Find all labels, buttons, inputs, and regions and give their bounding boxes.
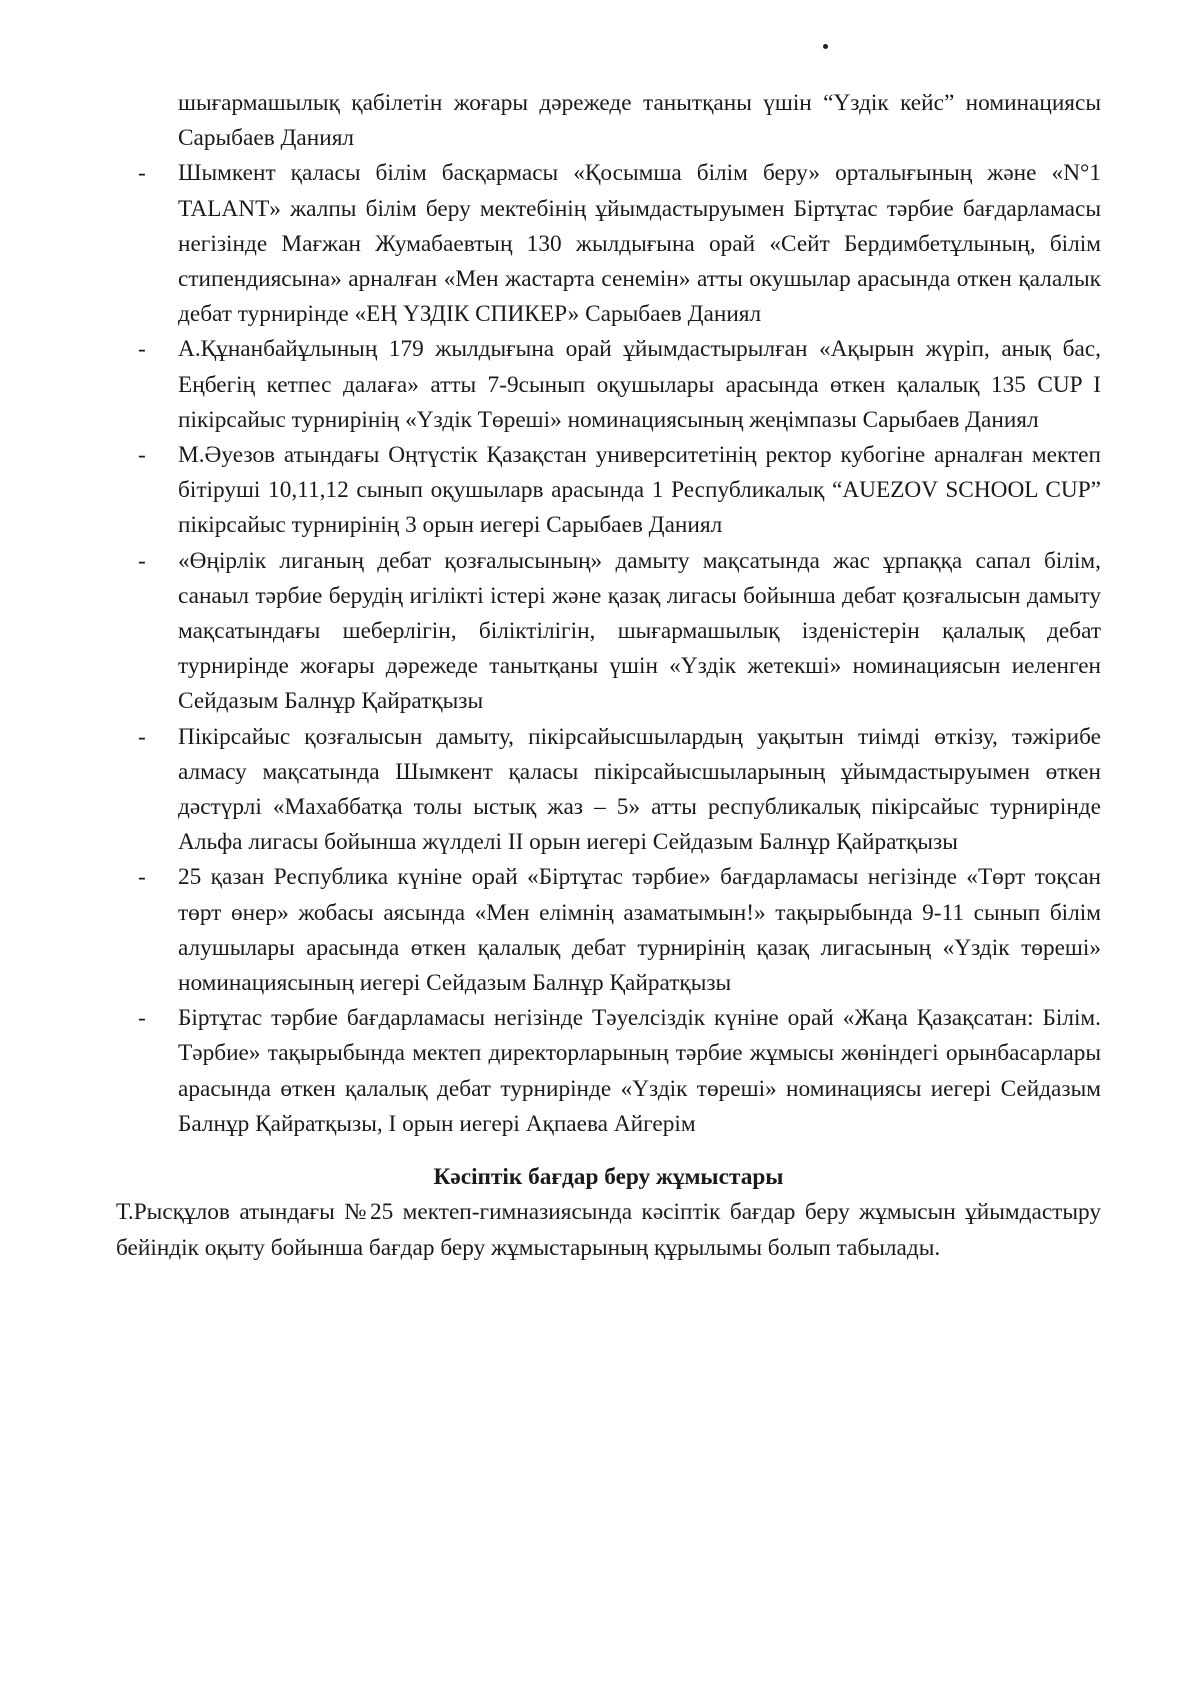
list-item-text: «Өңірлік лиганың дебат қозғалысының» дамыту мақсатында жас ұрпаққа сапал білім, санаыл тәрбие берудің игілікті істері және қазақ лигасы бойынша дебат қозғалысын дамыту мақсатындағы шеберлігін, біліктілігін, шығармашылық ізденістерін қалалық дебат турнирінде жоғары дәрежеде танытқаны үшін «Үздік жетекші» номинациясын иеленген Сейдазым Балнұр Қайратқызы [178, 547, 1101, 715]
intro-paragraph: шығармашылық қабілетін жоғары дәрежеде танытқаны үшін “Үздік кейс” номинациясы Сарыбаев Даниял [178, 90, 1101, 152]
list-item [116, 544, 1101, 720]
section-heading: Кәсіптік бағдар беру жұмыстары [433, 1164, 784, 1191]
list-item-text: 25 қазан Республика күніне орай «Біртұтас тәрбие» бағдарламасы негізінде «Төрт тоқсан төрт өнер» жобасы аясында «Мен елімнің азаматымын!» тақырыбында 9-11 сынып білім алушылары арасында өткен қалалық дебат турнирінің қазақ лигасының «Үздік төреші» номинациясының иегері Сейдазым Балнұр Қайратқызы [178, 864, 1101, 997]
list-item [116, 156, 1101, 332]
list-item [116, 720, 1101, 861]
list-item [116, 1001, 1101, 1142]
achievements-list [116, 156, 1101, 1142]
list-item-text: Пікірсайыс қозғалысын дамыту, пікірсайысшылардың уақытын тиімді өткізу, тәжірибе алмасу мақсатында Шымкент қаласы пікірсайысшыларының ұйымдастыруымен өткен дәстүрлі «Махаббатқа толы ыстық жаз – 5» атты республикалық пікірсайыс турнирінде Альфа лигасы бойынша жүлделі II орын иегері Сейдазым Балнұр Қайратқызы [178, 723, 1101, 856]
list-item [116, 860, 1101, 1001]
bullet-dash: - [138, 864, 146, 891]
bullet-dash: - [138, 1005, 146, 1032]
list-item-text: Біртұтас тәрбие бағдарламасы негізінде Тәуелсіздік күніне орай «Жаңа Қазақсатан: Білім. Тәрбие» тақырыбында мектеп директорларының тәрбие жұмысы жөніндегі орынбасарлары арасында өткен қалалық дебат турнирінде «Үздік төреші» номинациясы иегері Сейдазым Балнұр Қайратқызы, I орын иегері Ақпаева Айгерім [178, 1005, 1101, 1137]
bullet-dash: - [138, 442, 146, 469]
bullet-dash: - [138, 723, 146, 750]
list-item-text: Шымкент қаласы білім басқармасы «Қосымша білім беру» орталығының және «N°1 TALANT» жалпы білім беру мектебінің ұйымдастыруымен Біртұтас тәрбие бағдарламасы негізінде Мағжан Жумабаевтың 130 жылдығына орай «Сейт Бердимбетұлының, білім стипендиясына» арналған «Мен жастарта сенемін» атты окушылар арасында откен қалалык дебат турнирінде «ЕҢ ҮЗДІК СПИКЕР» Сарыбаев Даниял [178, 160, 1101, 328]
scan-dot-mark [823, 44, 828, 49]
document-content [116, 86, 1101, 1266]
list-item-text: М.Әуезов атындағы Оңтүстік Қазақстан университетінің ректор кубогіне арналған мектеп бітіруші 10,11,12 сынып оқушыларв арасында 1 Республикалық “AUEZOV SCHOOL CUP” пікірсайыс турнирінің 3 орын иегері Сарыбаев Даниял [178, 442, 1101, 539]
bullet-dash: - [138, 547, 146, 574]
list-item [116, 332, 1101, 438]
list-item-text: А.Құнанбайұлының 179 жылдығына орай ұйымдастырылған «Ақырын жүріп, анық бас, Еңбегің кетпес далаға» атты 7-9сынып оқушылары арасында өткен қалалық 135 CUP I пікірсайыс турнирінің «Үздік Төреші» номинациясының жеңімпазы Сарыбаев Даниял [178, 336, 1101, 433]
bullet-dash: - [138, 336, 146, 363]
section-paragraph: Т.Рысқұлов атындағы №25 мектеп-гимназиясында кәсіптік бағдар беру жұмысын ұйымдастыру бейіндік оқыту бойынша бағдар беру жұмыстарының құрылымы болып табылады. [116, 1199, 1101, 1261]
bullet-dash: - [138, 160, 146, 187]
list-item [116, 438, 1101, 544]
